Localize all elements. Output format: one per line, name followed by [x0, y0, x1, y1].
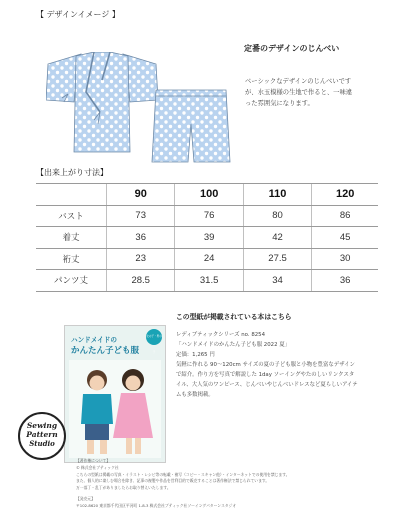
section-title-size: 【出来上がり寸法】: [36, 168, 108, 177]
cover-children-photo: [69, 360, 161, 458]
row-label: 裄丈: [36, 248, 107, 270]
table-cell: 24: [175, 248, 243, 270]
cover-badge: 女の子・男の子: [146, 329, 162, 345]
header-empty: [36, 184, 107, 206]
table-cell: 80: [243, 205, 311, 227]
book-desc-line: 気軽に作れる 90～120cm サイズの夏の子ども服と小物を豊富なデザイン: [176, 362, 355, 368]
table-cell: 73: [107, 205, 175, 227]
table-cell: 39: [175, 227, 243, 249]
design-description: ベーシックなデザインのじんべいです が、水玉模様の生地で作ると、一味違 った雰囲気になります。: [245, 78, 353, 107]
book-name: 「ハンドメイドのかんたん子ども服 2022 夏」: [176, 342, 291, 348]
design-title: 定番のデザインのじんべい: [244, 44, 340, 53]
book-heading: この型紙が掲載されている本はこちら: [176, 313, 292, 321]
header-size-110: 110: [243, 184, 311, 206]
table-row: [36, 270, 378, 292]
cover-title-line2: かんたん子ども服: [71, 346, 140, 356]
header-size-90: 90: [107, 184, 175, 206]
table-cell: 28.5: [107, 270, 175, 292]
sewing-pattern-studio-logo: Sewing Pattern Studio: [18, 412, 66, 460]
table-cell: 31.5: [175, 270, 243, 292]
size-table-header: [36, 184, 378, 206]
header-size-120: 120: [312, 184, 378, 206]
row-label: バスト: [36, 205, 107, 227]
table-cell: 42: [243, 227, 311, 249]
section-title-design: 【 デザインイメージ 】: [36, 10, 120, 19]
row-label: パンツ丈: [36, 270, 107, 292]
table-cell: 76: [175, 205, 243, 227]
book-cover: [64, 325, 166, 463]
header-size-100: 100: [175, 184, 243, 206]
jinbei-top-illustration: [46, 52, 158, 154]
table-cell: 86: [312, 205, 378, 227]
book-desc-line: イル、大人気のワンピース、じんべいやじんべいドレスなど夏らしいアイテ: [176, 382, 358, 388]
book-desc-line: で紹介。作り方を写真で解説した 1day ソーイングやたのしいリンクスタ: [176, 372, 355, 378]
table-cell: 36: [312, 270, 378, 292]
book-series: レディブティックシリーズ no. 8254: [176, 332, 266, 338]
jinbei-pants-illustration: [150, 88, 232, 164]
row-label: 着丈: [36, 227, 107, 249]
table-cell: 45: [312, 227, 378, 249]
legal-notice: 【著作権について】 © 株式会社ブティック社 こちらの型紙は掲載の写真・イラスト・レシピ等の転載・複写（コピー・スキャン他）・インターネットでの使用を禁じます。 また、個人的に楽しむ場合を除き、記事の複製や作品を営利目的で販売することは著作権法で禁じられています。 万一落丁・乱丁がありましたらお取り替えいたします。 【発売元】 〒102-8620 東京都千代田区平河町 1-8-3 株式会社ブティック社ソーイングパターンスタジオ: [76, 458, 290, 508]
size-table: [36, 183, 378, 292]
table-cell: 36: [107, 227, 175, 249]
cover-title-line1: ハンドメイドの: [71, 336, 117, 344]
table-cell: 34: [243, 270, 311, 292]
table-row: [36, 248, 378, 270]
table-cell: 27.5: [243, 248, 311, 270]
table-row: [36, 205, 378, 227]
table-cell: 30: [312, 248, 378, 270]
book-info: [176, 330, 358, 400]
book-price: 定価：1,265 円: [176, 352, 215, 358]
table-cell: 23: [107, 248, 175, 270]
table-row: [36, 227, 378, 249]
book-desc-line: ムも多数掲載。: [176, 392, 214, 398]
